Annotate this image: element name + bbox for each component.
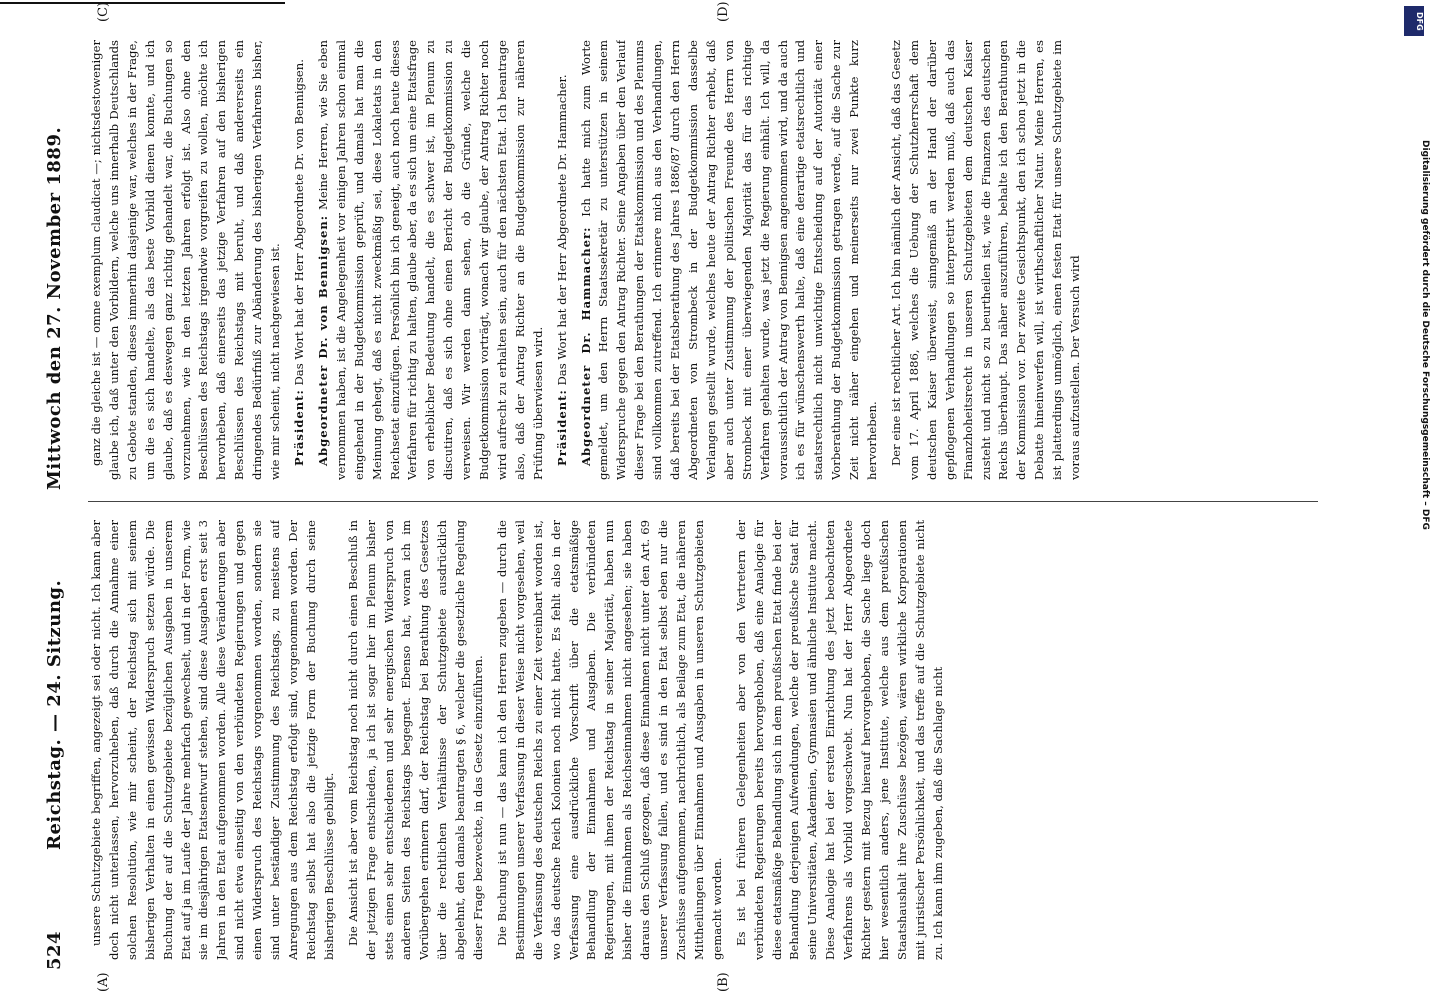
paragraph: Die Ansicht ist aber vom Reichstag noch nicht durch einen Beschluß in der jetzigen Frage entschieden, ja ich ist sogar hier im Plenum bisher stets einen sehr entschiedenen und sehr energischen Widerspruch von anderen Seiten des Reichstags begegnet. Ebenso hat, woran ich im Vorübergehen erinnern darf, der Reichstag bei Berathung des Gesetzes über die rechtlichen Verhältnisse der Schutzgebiete ausdrücklich abgelehnt, den damals beantragten § 6, welcher die gesetzliche Regelung dieser Frage bezweckte, in das Gesetz einzuführen. bbox=[345, 520, 486, 960]
speech-text: Ich hatte mich zum Worte gemeldet, um den Herrn Staatssekretär zu unterstützen in seinem Widerspruche gegen den Antrag Richter. Seine Angaben über den Verlauf dieser Frage bei den Berathungen der Etatskommission und des Plenums sind vollkommen zutreffend. Ich erinnere mich aus den Verhandlungen, daß bereits bei der Etatsberathung des Jahres 1886/87 durch den Herrn Abgeordneten von Strombeck in der Budgetkommission dasselbe Verlangen gestellt wurde, welches heute der Antrag Richter erhebt, daß aber auch unter Zustimmung der politischen Freunde des Herrn von Strombeck mit einer überwiegenden Majorität das für das richtige Verfahren gehalten wurde, was jetzt die Regierung einhält. Ich will, da voraussichtlich der Antrag von Bennigsen angenommen wird, und da auch ich es für wünschenswerth halte, daß eine derartige etatsrechtlich und staatsrechtlich nicht unwichtige Entscheidung auf der Autorität einer Vorberathung der Budgetkommission getragen werde, auf die Sache zur Zeit nicht näher eingehen und meinerseits nur zwei Punkte kurz hervorheben. bbox=[578, 40, 880, 480]
left-column bbox=[88, 520, 1318, 960]
dfg-logo: DFG bbox=[1404, 6, 1424, 36]
speech-paragraph bbox=[578, 40, 882, 480]
speaker-paragraph bbox=[291, 40, 309, 480]
speaker-label: Abgeordneter Dr. von Bennigsen: bbox=[315, 214, 330, 466]
margin-marker-a: (A) bbox=[96, 972, 111, 992]
paragraph: Der eine ist rechtlicher Art. Ich bin nämlich der Ansicht, daß das Gesetz vom 17. April 1886, welches die Uebung der Schutzherrschaft dem deutschen Kaiser überweist, sinngemäß an der Hand der darüber gepflogenen Verhandlungen so interpretirt werden muß, daß auch das Finanzhoheitsrecht in unseren Schutzgebieten dem deutschen Kaiser zusteht und nicht so zu beurtheilen ist, wie die Finanzen des deutschen Reichs überhaupt. Das näher auszuführen, behalte ich den Berathungen der Kommission vor. Der zweite Gesichtspunkt, den ich schon jetzt in die Debatte hineinwerfen will, ist wirthschaftlicher Natur. Meine Herren, es ist platterdings unmöglich, einen festen Etat für unsere Schutzgebiete im voraus aufzustellen. Der Versuch wird bbox=[888, 40, 1083, 480]
right-column bbox=[88, 40, 1318, 480]
speaker-label: Abgeordneter Dr. Hammacher: bbox=[578, 226, 593, 466]
speaker-paragraph bbox=[554, 40, 572, 480]
margin-marker-d: (D) bbox=[716, 1, 731, 22]
margin-marker-c: (C) bbox=[96, 1, 111, 22]
speaker-label: Präsident: bbox=[554, 389, 569, 466]
running-head bbox=[40, 40, 70, 970]
paragraph: unsere Schutzgebiete begriffen, angezeigt sei oder nicht. Ich kann aber doch nicht unterlassen, hervorzuheben, daß durch die Annahme einer solchen Resolution, wie mir scheint, der Reichstag sich mit seinem bisherigen Verhalten in einen gewissen Widerspruch setzen würde. Die Buchung der auf die Schutzgebiete bezüglichen Ausgaben in unserem Etat auf ja im Laufe der Jahre mehrfach gewechselt, und in der Form, wie sie im diesjährigen Etatsentwurf stehen, sind diese Ausgaben erst seit 3 Jahren in den Etat aufgenommen worden. Alle diese Veränderungen aber sind nicht etwa einseitig von den verbündeten Regierungen und gegen einen Widerspruch des Reichstags vorgenommen worden, sondern sie sind unter beständiger Zustimmung des Reichstags, zu meistens auf Anregungen aus dem Reichstag erfolgt sind, vorgenommen worden. Der Reichstag selbst hat also die jetzige Form der Buchung durch seine bisherigen Beschlüsse gebilligt. bbox=[89, 520, 336, 960]
speech-paragraph bbox=[315, 40, 548, 480]
speaker-text: Das Wort hat der Herr Abgeordnete Dr. Hammacher. bbox=[554, 74, 569, 386]
page-number: 524 bbox=[44, 930, 65, 970]
speaker-text: Das Wort hat der Herr Abgeordnete Dr. von Bennigsen. bbox=[291, 59, 306, 386]
speech-text: Meine Herren, wie Sie eben vernommen haben, ist die Angelegenheit vor einigen Jahren schon einmal eingehend in der Budgetkommission geprüft, und damals hat man die Meinung gehegt, daß es nicht zweckmäßig sei, diese Lokaletats in den Reichsetat einzufügen. Persönlich bin ich geneigt, auch noch heute dieses Verfahren für richtig zu halten, glaube aber, da es sich um eine Etatsfrage von erheblicher Bedeutung handelt, die es schwer ist, im Plenum zu discutiren, daß es sich ohne einen Bericht der Budgetkommission zu verweisen. Wir werden dann sehen, ob die Gründe, welche die Budgetkommission vorträgt, wonach wir glaube, der Antrag Richter noch wird aufrecht zu erhalten sein, auch für den nächsten Etat. Ich beantrage also, daß der Antrag Richter an die Budgetkommission zur näheren Prüfung überwiesen wird. bbox=[315, 40, 545, 480]
margin-marker-b: (B) bbox=[716, 972, 731, 992]
speaker-label: Präsident: bbox=[291, 389, 306, 466]
paragraph: Die Buchung ist nun — das kann ich den Herren zugeben — durch die Bestimmungen unserer Verfassung in dieser Weise nicht vorgesehen, weil die Verfassung des deutschen Reichs zu einer Zeit vereinbart worden ist, wo das deutsche Reich Kolonien noch nicht hatte. Es fehlt also in der Verfassung eine ausdrückliche Vorschrift über die etatsmäßige Behandlung der Einnahmen und Ausgaben. Die verbündeten Regierungen, mit ihnen der Reichstag in seiner Majorität, haben nun bisher die Einnahmen als Reichseinnahmen nicht angesehen; sie haben daraus den Schluß gezogen, daß diese Einnahmen nicht unter den Art. 69 unserer Verfassung fallen, und es sind in den Etat selbst eben nur die Zuschüsse aufgenommen, nachrichtlich, als Beilage zum Etat, die näheren Mittheilungen über Einnahmen und Ausgaben in unseren Schutzgebieten gemacht worden. bbox=[494, 520, 724, 960]
session-title: Reichstag. — 24. Sitzung. bbox=[44, 579, 65, 850]
paragraph: Es ist bei früheren Gelegenheiten aber von den Vertretern der verbündeten Regierungen bereits hervorgehoben, daß eine Analogie für diese etatsmäßige Behandlung sich in dem preußischen Etat finde bei der Behandlung derjenigen Aufwendungen, welche der preußische Staat für seine Universitäten, Akademien, Gymnasien und ähnliche Institute macht. Diese Analogie hat bei der ersten Einrichtung des jetzt beobachteten Verfahrens als Vorbild vorgeschwebt. Nun hat der Herr Abgeordnete Richter gestern mit Bezug hierauf hervorgehoben, die Sache liege doch hier wesentlich anders, jene Institute, welche aus dem preußischen Staatshaushalt ihre Zuschüsse bezögen, wären wirkliche Korporationen mit juristischer Persönlichkeit, und das treffe auf die Schutzgebiete nicht zu. Ich kann ihm zugeben, daß die Sachlage nicht bbox=[733, 520, 945, 960]
date-title: Mittwoch den 27. November 1889. bbox=[44, 126, 65, 490]
digitization-credit: Digitalisierung gefördert durch die Deutsche Forschungsgemeinschaft – DFG bbox=[1420, 140, 1430, 530]
paragraph: ganz die gleiche ist — omne exemplum claudicat —; nichtsdestoweniger glaube ich, daß unter den Vorbildern, welche uns innerhalb Deutschlands zu Gebote standen, dieses immerhin dasjenige war, welches in der Frage, um die es sich handelte, als das beste Vorbild dienen konnte, und ich glaube, daß es deswegen ganz richtig gehandelt war, die Buchungen so vorzunehmen, wie in den letzten Jahren erfolgt ist. Also ohne den Beschlüssen des Reichstags irgendwie vorgreifen zu wollen, möchte ich hervorheben, daß einerseits das jetzige Verfahren auf den bisherigen Beschlüssen des Reichstags mit beruht, und daß andererseits ein dringendes Bedürfniß zur Abänderung des bisherigen Verfahrens bisher, wie mir scheint, nicht nachgewiesen ist. bbox=[89, 40, 283, 480]
column-divider bbox=[88, 501, 1318, 502]
